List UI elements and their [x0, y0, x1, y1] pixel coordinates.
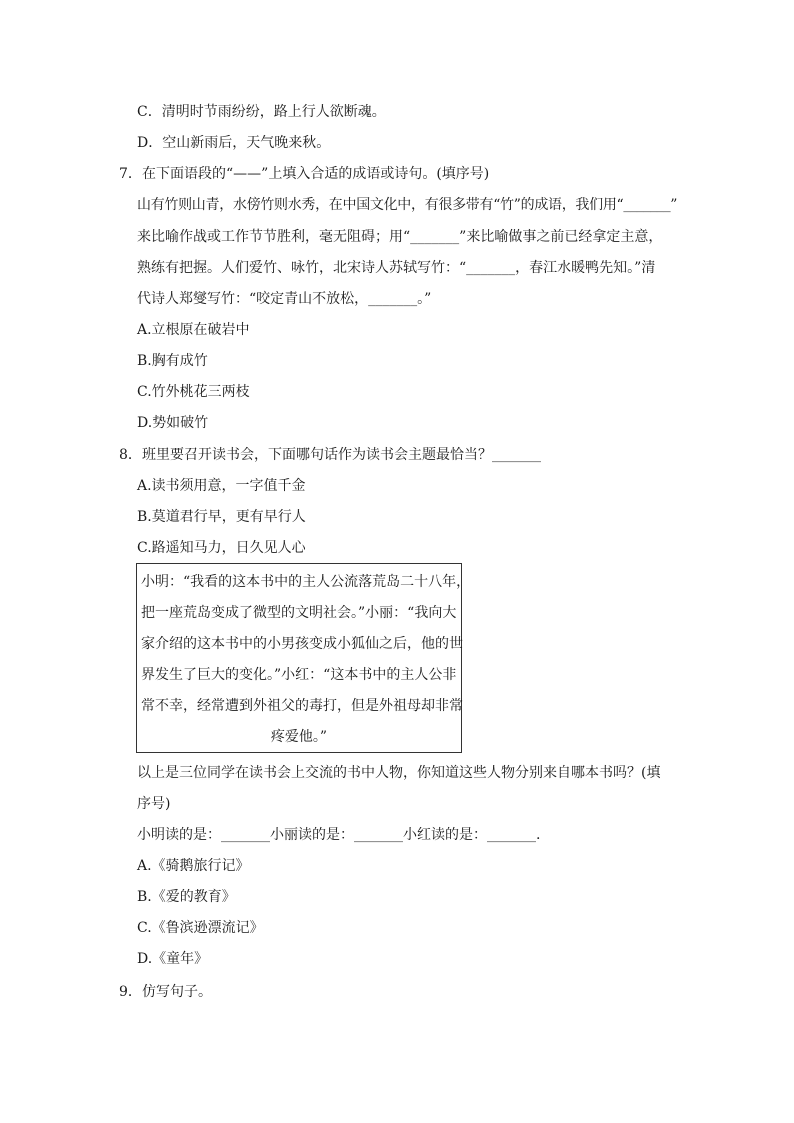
- q8-book-option-b: B.《爱的教育》: [137, 889, 236, 905]
- q7-number: 7．: [119, 166, 142, 182]
- q8-answer-line: 小明读的是：_______小丽读的是：_______小红读的是：_______.: [137, 827, 541, 843]
- dialogue-line-2: 把一座荒岛变成了微型的文明社会。”小丽：“我向大: [141, 605, 457, 621]
- dialogue-line-5: 常不幸，经常遭到外祖父的毒打，但是外祖母却非常: [141, 698, 463, 714]
- q8-number: 8．: [119, 447, 142, 463]
- q8-option-c: C.路遥知马力，日久见人心: [137, 540, 306, 556]
- q7-stem: 在下面语段的“——”上填入合适的成语或诗句。(填序号): [142, 166, 490, 182]
- q7-option-a: A.立根原在破岩中: [137, 322, 250, 338]
- q9-stem: 仿写句子。: [142, 984, 212, 1000]
- q6-option-c: C．清明时节雨纷纷，路上行人欲断魂。: [137, 104, 386, 120]
- q8-option-b: B.莫道君行早，更有早行人: [137, 509, 306, 525]
- q8-book-option-a: A.《骑鹅旅行记》: [137, 858, 250, 874]
- q7-option-c: C.竹外桃花三两枝: [137, 384, 250, 400]
- q8-book-option-c: C.《鲁滨逊漂流记》: [137, 920, 264, 936]
- q8-book-option-d: D.《童年》: [137, 951, 209, 967]
- q7-option-b: B.胸有成竹: [137, 353, 208, 369]
- q7-passage-line-4: 代诗人郑燮写竹：“咬定青山不放松，_______。”: [137, 291, 432, 307]
- q9-number: 9．: [119, 984, 142, 1000]
- q8-stem: 班里要召开读书会，下面哪句话作为读书会主题最恰当？_______: [142, 447, 541, 463]
- q8-followup-line-2: 序号): [137, 796, 171, 812]
- q7-option-d: D.势如破竹: [137, 415, 209, 431]
- dialogue-line-1: 小明：“我看的这本书中的主人公流落荒岛二十八年，: [141, 574, 471, 590]
- q8-followup-line-1: 以上是三位同学在读书会上交流的书中人物，你知道这些人物分别来自哪本书吗？(填: [137, 765, 661, 781]
- q7-passage-line-3: 熟练有把握。人们爱竹、咏竹，北宋诗人苏轼写竹：“_______，春江水暖鸭先知。”清: [137, 260, 656, 276]
- q7-passage-line-1: 山有竹则山青，水傍竹则水秀，在中国文化中，有很多带有“竹”的成语，我们用“_______”: [137, 197, 678, 213]
- q8-option-a: A.读书须用意，一字值千金: [137, 478, 306, 494]
- dialogue-line-4: 界发生了巨大的变化。”小红：“这本书中的主人公非: [141, 667, 457, 683]
- q7-passage-line-2: 来比喻作战或工作节节胜利，毫无阻碍；用“_______”来比喻做事之前已经拿定主意，: [137, 229, 663, 245]
- dialogue-line-3: 家介绍的这本书中的小男孩变成小狐仙之后，他的世: [141, 636, 463, 652]
- dialogue-line-6: 疼爱他。”: [270, 729, 328, 745]
- q6-option-d: D．空山新雨后，天气晚来秋。: [137, 135, 331, 151]
- reading-club-dialogue-box: [136, 563, 471, 753]
